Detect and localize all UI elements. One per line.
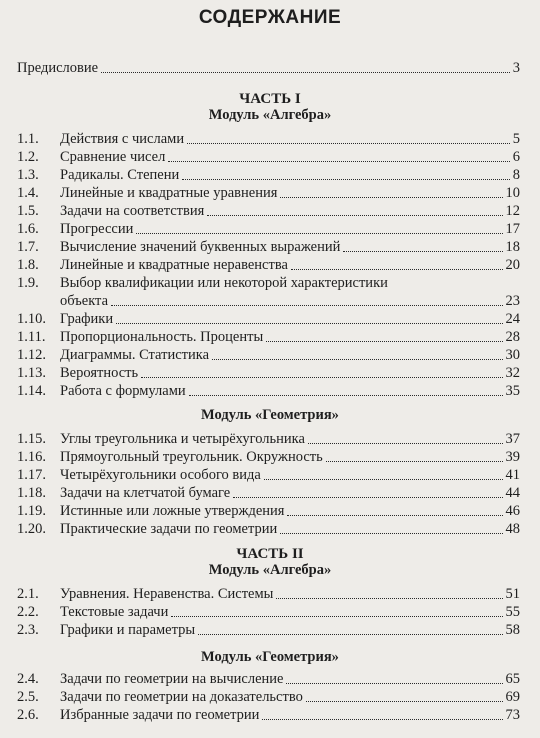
toc-entry-number: 1.12. [17,347,46,363]
toc-entry-page: 65 [505,671,520,687]
toc-entry-page: 32 [505,365,520,381]
toc-entry-number: 1.5. [17,203,39,219]
dot-leader [286,683,502,684]
toc-entry-number: 2.6. [17,707,39,723]
toc-entry-number: 1.13. [17,365,46,381]
toc-entry-label: Прямоугольный треугольник. Окружность [60,449,323,465]
toc-entry[interactable] [17,202,520,220]
dot-leader [111,305,502,306]
toc-entry-label: Выбор квалификации или некоторой характеристики [60,275,388,291]
toc-entry-page: 17 [505,221,520,237]
toc-entry-number: 1.1. [17,131,39,147]
dot-leader [136,233,502,234]
toc-entry-number: 1.15. [17,431,46,447]
toc-entry-page: 3 [512,60,520,76]
module-heading: Модуль «Алгебра» [208,562,332,578]
toc-entry-page: 58 [505,622,520,638]
toc-entry[interactable] [17,220,520,238]
toc-entry-number: 1.3. [17,167,39,183]
toc-entry-label: Практические задачи по геометрии [60,521,278,537]
toc-entry-label: Задачи на клетчатой бумаге [60,485,231,501]
toc-entry[interactable] [17,520,520,538]
toc-entry-number: 1.11. [17,329,46,345]
toc-entry-label: Вычисление значений буквенных выражений [60,239,341,255]
dot-leader [343,251,502,252]
toc-entry-page: 44 [505,485,520,501]
toc-entry-number: 1.7. [17,239,39,255]
dot-leader [101,72,510,73]
toc-entry-number: 1.20. [17,521,46,537]
toc-entry-label: Действия с числами [60,131,185,147]
toc-entry[interactable] [17,130,520,148]
toc-entry-page: 28 [505,329,520,345]
toc-entry-label: Уравнения. Неравенства. Системы [60,586,274,602]
toc-entry-label: Текстовые задачи [60,604,169,620]
toc-entry-label: Пропорциональность. Проценты [60,329,264,345]
toc-entry[interactable] [17,448,520,466]
toc-entry[interactable] [17,502,520,520]
toc-entry-page: 69 [505,689,520,705]
toc-entry-label: Радикалы. Степени [60,167,180,183]
toc-entry-number: 1.9. [17,275,39,291]
module-heading: Модуль «Геометрия» [201,407,339,423]
toc-entry-label: Диаграммы. Статистика [60,347,210,363]
toc-entry-label: Линейные и квадратные неравенства [60,257,288,273]
toc-entry[interactable] [17,382,520,400]
toc-entry-number: 2.4. [17,671,39,687]
toc-entry[interactable] [17,621,520,639]
toc-entry-number: 2.5. [17,689,39,705]
toc-entry-page: 51 [505,586,520,602]
toc-entry-number: 1.8. [17,257,39,273]
toc-entry[interactable] [17,430,520,448]
toc-entry-label: Вероятность [60,365,139,381]
toc-entry-label: Углы треугольника и четырёхугольника [60,431,305,447]
toc-entry-number: 1.6. [17,221,39,237]
toc-entry-label: Работа с формулами [60,383,186,399]
dot-leader [198,634,502,635]
toc-entry-label: Задачи по геометрии на доказательство [60,689,303,705]
toc-entry-preface[interactable] [17,59,520,77]
toc-entry-number: 1.17. [17,467,46,483]
module-heading: Модуль «Геометрия» [201,649,339,665]
toc-entry-page: 18 [505,239,520,255]
dot-leader [276,598,502,599]
toc-entry-number: 1.16. [17,449,46,465]
toc-entry-label: Задачи по геометрии на вычисление [60,671,284,687]
toc-entry-page: 41 [505,467,520,483]
toc-entry[interactable] [17,466,520,484]
toc-entry-number: 1.19. [17,503,46,519]
toc-entry[interactable] [17,184,520,202]
toc-entry-page: 46 [505,503,520,519]
toc-entry-page: 10 [505,185,520,201]
toc-entry[interactable] [17,670,520,688]
dot-leader [212,359,502,360]
dot-leader [266,341,502,342]
toc-entry-label: Сравнение чисел [60,149,166,165]
module-heading: Модуль «Алгебра» [208,107,332,123]
dot-leader [182,179,510,180]
dot-leader [306,701,503,702]
dot-leader [264,479,503,480]
dot-leader [291,269,503,270]
toc-entry[interactable] [17,688,520,706]
toc-entry-label: Задачи на соответствия [60,203,205,219]
toc-entry[interactable] [17,166,520,184]
toc-entry-label: Линейные и квадратные уравнения [60,185,278,201]
toc-entry[interactable] [17,238,520,256]
dot-leader [207,215,502,216]
toc-entry-number: 2.3. [17,622,39,638]
dot-leader [308,443,503,444]
toc-entry-page: 73 [505,707,520,723]
toc-entry-number: 1.14. [17,383,46,399]
toc-entry[interactable] [17,292,520,310]
toc-entry-label: Предисловие [17,60,99,76]
toc-entry-label: Прогрессии [60,221,134,237]
toc-entry[interactable] [17,148,520,166]
toc-entry[interactable] [17,364,520,382]
toc-entry-page: 39 [505,449,520,465]
toc-entry-page: 6 [512,149,520,165]
toc-entry-number: 1.2. [17,149,39,165]
toc-entry-label: Истинные или ложные утверждения [60,503,285,519]
toc-entry-label: Четырёхугольники особого вида [60,467,261,483]
toc-entry[interactable] [17,328,520,346]
dot-leader [116,323,502,324]
toc-entry-number: 2.1. [17,586,39,602]
toc-entry-page: 8 [512,167,520,183]
toc-entry-label: Избранные задачи по геометрии [60,707,260,723]
toc-entry-page: 24 [505,311,520,327]
toc-entry-first-line[interactable] [17,274,520,292]
toc-entry-label: объекта [60,293,109,309]
part-heading: ЧАСТЬ I [239,91,301,107]
toc-entry-page: 30 [505,347,520,363]
toc-entry-page: 48 [505,521,520,537]
toc-entry[interactable] [17,706,520,724]
dot-leader [280,197,502,198]
dot-leader [233,497,502,498]
toc-entry[interactable] [17,603,520,621]
toc-entry-number: 2.2. [17,604,39,620]
toc-entry[interactable] [17,256,520,274]
toc-entry-page: 55 [505,604,520,620]
dot-leader [287,515,502,516]
toc-entry-number: 1.18. [17,485,46,501]
toc-entry[interactable] [17,585,520,603]
toc-entry-page: 5 [512,131,520,147]
toc-entry-label: Графики и параметры [60,622,196,638]
dot-leader [326,461,503,462]
toc-entry-page: 23 [505,293,520,309]
part-heading: ЧАСТЬ II [236,546,304,562]
toc-entry[interactable] [17,310,520,328]
toc-entry-number: 1.10. [17,311,46,327]
dot-leader [262,719,502,720]
dot-leader [168,161,509,162]
toc-entry-page: 35 [505,383,520,399]
toc-entry-label: Графики [60,311,114,327]
dot-leader [280,533,502,534]
toc-entry-page: 12 [505,203,520,219]
dot-leader [189,395,503,396]
dot-leader [141,377,502,378]
toc-entry-number: 1.4. [17,185,39,201]
toc-entry-page: 20 [505,257,520,273]
toc-entry[interactable] [17,346,520,364]
dot-leader [171,616,502,617]
page-title: СОДЕРЖАНИЕ [198,7,342,28]
toc-entry[interactable] [17,484,520,502]
toc-entry-page: 37 [505,431,520,447]
dot-leader [187,143,510,144]
